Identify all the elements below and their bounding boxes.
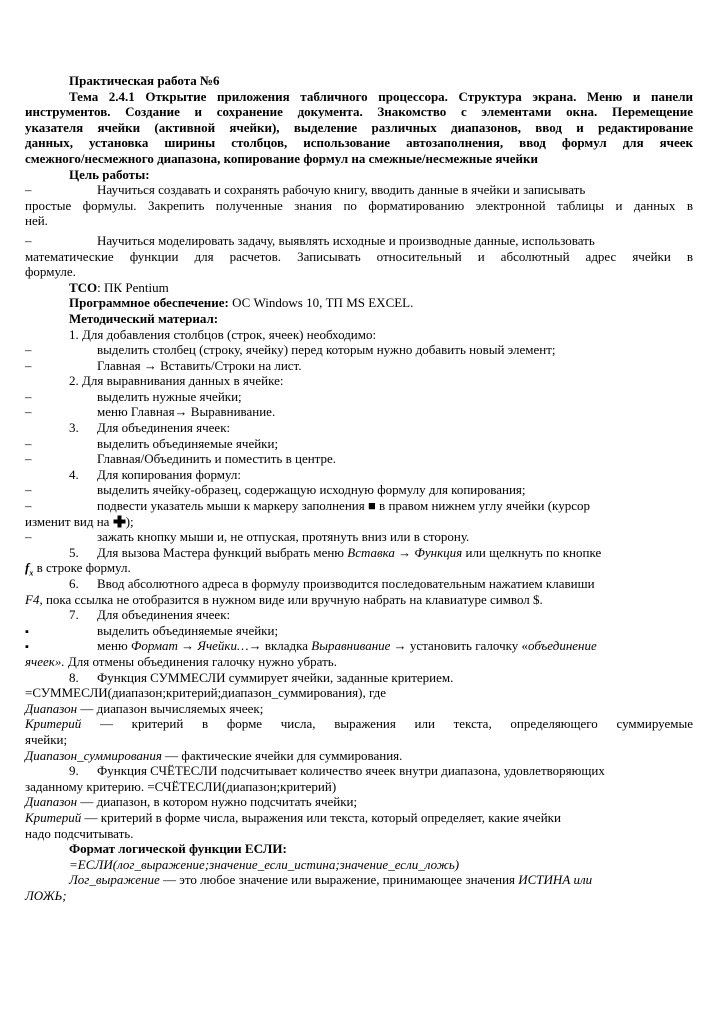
work-title: Практическая работа №6 — [69, 73, 220, 88]
definition: — критерий в форме числа, выражения или текста, который определяет, какие ячейки — [81, 809, 561, 825]
item-3b — [25, 451, 693, 467]
dash-bullet: – — [25, 182, 32, 198]
dash-bullet: – — [25, 435, 32, 451]
item-6-text-a: Ввод абсолютного адреса в формулу производится последовательным нажатием клавиши — [97, 576, 595, 591]
term: Критерий — [25, 809, 82, 825]
item-5-cont — [25, 560, 693, 576]
plus-cursor-icon — [113, 515, 126, 528]
f4-key: F4, — [25, 591, 43, 607]
item-4b-cont-text: изменит вид на — [25, 513, 113, 529]
item-3a-text: выделить объединяемые ячейки; — [97, 435, 279, 451]
item-5 — [25, 545, 693, 561]
tso-line — [25, 280, 693, 296]
definition: — фактические ячейки для суммирования. — [161, 747, 403, 763]
goal-2-line-1 — [25, 233, 693, 249]
item-2a — [25, 389, 693, 405]
item-3a — [25, 436, 693, 452]
sumif-range-def — [25, 701, 693, 717]
topic-line-3: указателя ячейки (активной ячейки), выделение различных диапазонов, ввод и редактирование — [25, 119, 693, 135]
item-3b-text: Главная/Объединить и поместить в центре. — [97, 451, 337, 467]
item-7b-option: объединение — [528, 638, 597, 654]
dash-bullet: – — [25, 529, 32, 545]
tso-label: ТСО — [69, 279, 98, 295]
item-1b — [25, 358, 693, 374]
term: Лог_выражение — [69, 872, 160, 888]
item-7a-text: выделить объединяемые ячейки; — [97, 622, 279, 638]
item-5-text-c: или щелкнуть по кнопке — [462, 544, 602, 560]
item-number: 8. — [69, 669, 79, 685]
item-1: 1. Для добавления столбцов (строк, ячеек) необходимо: — [69, 326, 377, 342]
sumif-formula: =СУММЕСЛИ(диапазон;критерий;диапазон_суммирования), где — [25, 685, 387, 701]
dash-bullet: – — [25, 498, 32, 514]
item-7b-text-5: → установить галочку « — [390, 638, 529, 654]
term: Критерий — [25, 716, 82, 732]
item-6-text-c: пока ссылка не отобразится в нужном виде или вручную набрать на клавиатуре символ $. — [42, 591, 543, 607]
goal-1-text-a: Научиться создавать и сохранять рабочую книгу, вводить данные в ячейки и записывать — [97, 182, 586, 198]
item-5-menu-path: Вставка → Функция — [347, 544, 463, 560]
item-5-text-d: в строке формул. — [33, 560, 131, 576]
item-2a-text: выделить нужные ячейки; — [97, 388, 242, 404]
item-7-text: Для объединения ячеек: — [97, 607, 231, 623]
item-9 — [25, 763, 693, 779]
sumif-criteria-def-cont: ячейки; — [25, 731, 68, 747]
dash-bullet: – — [25, 342, 32, 358]
item-7b-text-3: → вкладка — [248, 638, 312, 654]
item-1a-text: выделить столбец (строку, ячейку) перед которым нужно добавить новый элемент; — [97, 342, 556, 358]
dash-bullet: – — [25, 232, 32, 248]
if-desc-cont: ЛОЖЬ; — [25, 887, 67, 903]
item-7b-text-1: меню — [97, 638, 131, 654]
goal-2-line-3: формуле. — [25, 264, 76, 280]
item-number: 7. — [69, 607, 79, 623]
if-desc — [25, 872, 693, 888]
term: Диапазон — [25, 700, 78, 716]
countif-range-def — [25, 794, 693, 810]
item-5-text-a: Для вызова Мастера функций выбрать меню — [97, 544, 348, 560]
item-2b — [25, 404, 693, 420]
document-page — [25, 73, 693, 903]
sumif-sumrange-def — [25, 748, 693, 764]
item-4-text: Для копирования формул: — [97, 466, 242, 482]
definition: — диапазон вычисляемых ячеек; — [77, 700, 264, 716]
item-number: 9. — [69, 763, 79, 779]
item-8-text: Функция СУММЕСЛИ суммирует ячейки, заданные критерием. — [97, 669, 454, 685]
dash-bullet: – — [25, 482, 32, 498]
item-4a-text: выделить ячейку-образец, содержащую исходную формулу для копирования; — [97, 482, 526, 498]
definition: — критерий в форме числа, выражения или текста, определяющего суммируемые — [81, 716, 693, 732]
item-7b-text-8: Для отмены объединения галочку нужно убрать. — [64, 653, 337, 669]
item-9-text-a: Функция СЧЁТЕСЛИ подсчитывает количество ячеек внутри диапазона, удовлетворяющих — [97, 763, 605, 779]
item-7b — [25, 638, 693, 654]
item-7a — [25, 623, 693, 639]
dash-bullet: – — [25, 451, 32, 467]
item-3-text: Для объединения ячеек: — [97, 420, 231, 436]
item-4b-cont — [25, 514, 693, 530]
dash-bullet: – — [25, 357, 32, 373]
item-7b-menu: Формат → Ячейки… — [130, 638, 249, 654]
goal-2-line-2: математические функции для расчетов. Записывать относительный и абсолютный адрес ячейки в — [25, 248, 693, 264]
item-4 — [25, 467, 693, 483]
if-values: ИСТИНА или — [518, 872, 593, 888]
item-8 — [25, 670, 693, 686]
item-1b-text: Главная → Вставить/Строки на лист. — [97, 357, 302, 373]
item-4c-text: зажать кнопку мыши и, не отпуская, протянуть вниз или в сторону. — [97, 529, 470, 545]
goal-1-line-3: ней. — [25, 213, 48, 229]
item-4b — [25, 498, 693, 514]
item-4b-text: подвести указатель мыши к маркеру заполнения ■ в правом нижнем углу ячейки (курсор — [97, 498, 590, 514]
item-2: 2. Для выравнивания данных в ячейке: — [69, 373, 284, 389]
item-3 — [25, 420, 693, 436]
item-number: 6. — [69, 576, 79, 591]
item-7b-cont — [25, 654, 693, 670]
topic-line-5: смежного/несмежного диапазона, копирование формул на смежные/несмежные ячейки — [25, 150, 539, 166]
goal-1-line-1 — [25, 182, 693, 198]
dash-bullet: – — [25, 388, 32, 404]
item-6-cont — [25, 592, 693, 608]
countif-criteria-def-cont: надо подсчитывать. — [25, 825, 134, 841]
term: Диапазон_суммирования — [25, 747, 162, 763]
item-2b-text: меню Главная→ Выравнивание. — [97, 404, 276, 420]
countif-criteria-def — [25, 810, 693, 826]
item-6 — [25, 576, 693, 592]
item-7b-tab: Выравнивание — [311, 638, 391, 654]
topic-line-1: Тема 2.4.1 Открытие приложения табличного процессора. Структура экрана. Меню и панели — [69, 88, 693, 104]
term: Диапазон — [25, 794, 78, 810]
topic-line-2: инструментов. Создание и сохранение документа. Знакомство с элементами окна. Перемещение — [25, 104, 693, 120]
fx-icon: $f_x$ — [25, 560, 34, 578]
goal-heading: Цель работы: — [69, 166, 150, 182]
item-7 — [25, 607, 693, 623]
item-1a — [25, 342, 693, 358]
definition: — это любое значение или выражение, принимающее значения — [159, 872, 519, 888]
if-formula: =ЕСЛИ(лог_выражение;значение_если_истина;значение_если_ложь) — [69, 856, 460, 872]
topic-line-4: данных, установка ширины столбцов, использование автозаполнения, ввод формул для ячеек — [25, 135, 693, 151]
definition: — диапазон, в котором нужно подсчитать ячейки; — [77, 794, 358, 810]
item-9-cont: заданному критерию. =СЧЁТЕСЛИ(диапазон;критерий) — [25, 778, 337, 794]
goal-1-line-2: простые формулы. Закрепить полученные знания по форматированию электронной таблицы и данных в — [25, 197, 693, 213]
item-number: 5. — [69, 544, 79, 560]
item-4a — [25, 482, 693, 498]
item-4c — [25, 529, 693, 545]
software-value: ОС Windows 10, ТП MS EXCEL. — [228, 295, 414, 311]
goal-2-text-a: Научиться моделировать задачу, выявлять исходные и производные данные, использовать — [97, 232, 595, 248]
item-4b-end: ); — [125, 513, 134, 529]
item-number: 3. — [69, 420, 79, 436]
software-label: Программное обеспечение: — [69, 295, 229, 311]
tso-value: : ПК Pentium — [97, 279, 169, 295]
dash-bullet: – — [25, 404, 32, 420]
software-line — [25, 295, 693, 311]
sumif-criteria-def — [25, 716, 693, 732]
square-bullet: ▪ — [25, 641, 29, 654]
item-number: 4. — [69, 466, 79, 482]
square-bullet: ▪ — [25, 625, 29, 638]
if-heading: Формат логической функции ЕСЛИ: — [69, 841, 287, 857]
method-heading: Методический материал: — [69, 310, 219, 326]
item-7b-option-end: ячеек». — [25, 653, 65, 669]
